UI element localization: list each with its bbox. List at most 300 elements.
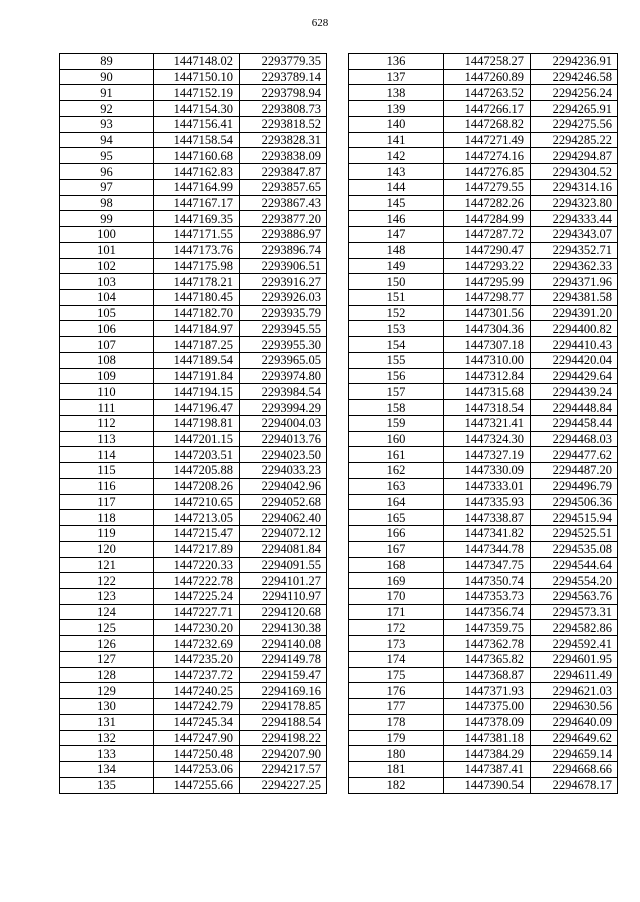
table-row	[349, 463, 618, 479]
table-row	[60, 368, 327, 384]
table-row	[349, 195, 618, 211]
x-coordinate-cell: 1447301.56	[444, 305, 531, 321]
point-number-cell: 100	[60, 227, 154, 243]
y-coordinate-cell: 2294188.54	[240, 714, 327, 730]
x-coordinate-cell: 1447255.66	[154, 777, 240, 793]
y-coordinate-cell: 2293838.09	[240, 148, 327, 164]
y-coordinate-cell: 2293906.51	[240, 258, 327, 274]
y-coordinate-cell: 2294352.71	[531, 242, 618, 258]
y-coordinate-cell: 2294429.64	[531, 368, 618, 384]
y-coordinate-cell: 2293926.03	[240, 290, 327, 306]
y-coordinate-cell: 2294314.16	[531, 179, 618, 195]
y-coordinate-cell: 2294033.23	[240, 463, 327, 479]
x-coordinate-cell: 1447350.74	[444, 573, 531, 589]
x-coordinate-cell: 1447227.71	[154, 604, 240, 620]
table-row	[349, 573, 618, 589]
table-row	[349, 132, 618, 148]
y-coordinate-cell: 2293828.31	[240, 132, 327, 148]
x-coordinate-cell: 1447189.54	[154, 352, 240, 368]
x-coordinate-cell: 1447304.36	[444, 321, 531, 337]
x-coordinate-cell: 1447338.87	[444, 510, 531, 526]
x-coordinate-cell: 1447312.84	[444, 368, 531, 384]
point-number-cell: 141	[349, 132, 444, 148]
point-number-cell: 174	[349, 651, 444, 667]
x-coordinate-cell: 1447237.72	[154, 667, 240, 683]
point-number-cell: 126	[60, 636, 154, 652]
y-coordinate-cell: 2294410.43	[531, 337, 618, 353]
table-row	[349, 337, 618, 353]
table-row	[60, 777, 327, 793]
x-coordinate-cell: 1447384.29	[444, 746, 531, 762]
table-row	[349, 667, 618, 683]
y-coordinate-cell: 2293847.87	[240, 164, 327, 180]
table-row	[60, 337, 327, 353]
x-coordinate-cell: 1447191.84	[154, 368, 240, 384]
table-row	[60, 290, 327, 306]
x-coordinate-cell: 1447152.19	[154, 85, 240, 101]
table-row	[60, 557, 327, 573]
table-row	[60, 651, 327, 667]
x-coordinate-cell: 1447274.16	[444, 148, 531, 164]
x-coordinate-cell: 1447356.74	[444, 604, 531, 620]
x-coordinate-cell: 1447247.90	[154, 730, 240, 746]
y-coordinate-cell: 2294052.68	[240, 494, 327, 510]
point-number-cell: 128	[60, 667, 154, 683]
table-row	[60, 730, 327, 746]
y-coordinate-cell: 2294101.27	[240, 573, 327, 589]
table-row	[349, 651, 618, 667]
point-number-cell: 148	[349, 242, 444, 258]
y-coordinate-cell: 2294525.51	[531, 526, 618, 542]
table-row	[349, 415, 618, 431]
point-number-cell: 106	[60, 321, 154, 337]
x-coordinate-cell: 1447235.20	[154, 651, 240, 667]
point-number-cell: 119	[60, 526, 154, 542]
y-coordinate-cell: 2294023.50	[240, 447, 327, 463]
table-row	[349, 305, 618, 321]
table-row	[60, 85, 327, 101]
point-number-cell: 161	[349, 447, 444, 463]
y-coordinate-cell: 2294169.16	[240, 683, 327, 699]
x-coordinate-cell: 1447232.69	[154, 636, 240, 652]
page-number: 628	[311, 17, 329, 29]
x-coordinate-cell: 1447184.97	[154, 321, 240, 337]
point-number-cell: 157	[349, 384, 444, 400]
y-coordinate-cell: 2294042.96	[240, 478, 327, 494]
point-number-cell: 125	[60, 620, 154, 636]
point-number-cell: 94	[60, 132, 154, 148]
point-number-cell: 102	[60, 258, 154, 274]
point-number-cell: 178	[349, 714, 444, 730]
table-row	[349, 368, 618, 384]
point-number-cell: 166	[349, 526, 444, 542]
point-number-cell: 167	[349, 541, 444, 557]
y-coordinate-cell: 2294582.86	[531, 620, 618, 636]
table-row	[349, 541, 618, 557]
point-number-cell: 173	[349, 636, 444, 652]
table-row	[60, 573, 327, 589]
point-number-cell: 110	[60, 384, 154, 400]
y-coordinate-cell: 2294120.68	[240, 604, 327, 620]
x-coordinate-cell: 1447327.19	[444, 447, 531, 463]
table-row	[60, 699, 327, 715]
point-number-cell: 172	[349, 620, 444, 636]
point-number-cell: 129	[60, 683, 154, 699]
y-coordinate-cell: 2294487.20	[531, 463, 618, 479]
x-coordinate-cell: 1447180.45	[154, 290, 240, 306]
table-row	[60, 683, 327, 699]
y-coordinate-cell: 2294400.82	[531, 321, 618, 337]
point-number-cell: 175	[349, 667, 444, 683]
point-number-cell: 147	[349, 227, 444, 243]
point-number-cell: 163	[349, 478, 444, 494]
table-row	[60, 636, 327, 652]
point-number-cell: 107	[60, 337, 154, 353]
point-number-cell: 97	[60, 179, 154, 195]
y-coordinate-cell: 2293994.29	[240, 400, 327, 416]
point-number-cell: 95	[60, 148, 154, 164]
x-coordinate-cell: 1447156.41	[154, 116, 240, 132]
y-coordinate-cell: 2294640.09	[531, 714, 618, 730]
table-row	[349, 557, 618, 573]
x-coordinate-cell: 1447365.82	[444, 651, 531, 667]
table-row	[349, 258, 618, 274]
y-coordinate-cell: 2294592.41	[531, 636, 618, 652]
point-number-cell: 93	[60, 116, 154, 132]
point-number-cell: 180	[349, 746, 444, 762]
y-coordinate-cell: 2294217.57	[240, 762, 327, 778]
point-number-cell: 159	[349, 415, 444, 431]
table-row	[60, 762, 327, 778]
coordinates-table-right	[348, 53, 618, 794]
x-coordinate-cell: 1447196.47	[154, 400, 240, 416]
x-coordinate-cell: 1447347.75	[444, 557, 531, 573]
x-coordinate-cell: 1447164.99	[154, 179, 240, 195]
y-coordinate-cell: 2293798.94	[240, 85, 327, 101]
x-coordinate-cell: 1447198.81	[154, 415, 240, 431]
point-number-cell: 108	[60, 352, 154, 368]
point-number-cell: 117	[60, 494, 154, 510]
point-number-cell: 89	[60, 54, 154, 70]
table-row	[60, 305, 327, 321]
table-row	[349, 683, 618, 699]
x-coordinate-cell: 1447173.76	[154, 242, 240, 258]
point-number-cell: 111	[60, 400, 154, 416]
point-number-cell: 91	[60, 85, 154, 101]
table-row	[60, 164, 327, 180]
table-row	[349, 762, 618, 778]
point-number-cell: 143	[349, 164, 444, 180]
y-coordinate-cell: 2293965.05	[240, 352, 327, 368]
table-row	[349, 777, 618, 793]
x-coordinate-cell: 1447390.54	[444, 777, 531, 793]
point-number-cell: 132	[60, 730, 154, 746]
y-coordinate-cell: 2294678.17	[531, 777, 618, 793]
table-row	[349, 227, 618, 243]
point-number-cell: 113	[60, 431, 154, 447]
x-coordinate-cell: 1447321.41	[444, 415, 531, 431]
x-coordinate-cell: 1447178.21	[154, 274, 240, 290]
table-row	[349, 431, 618, 447]
x-coordinate-cell: 1447375.00	[444, 699, 531, 715]
table-row	[60, 242, 327, 258]
x-coordinate-cell: 1447295.99	[444, 274, 531, 290]
x-coordinate-cell: 1447182.70	[154, 305, 240, 321]
y-coordinate-cell: 2294535.08	[531, 541, 618, 557]
x-coordinate-cell: 1447284.99	[444, 211, 531, 227]
x-coordinate-cell: 1447362.78	[444, 636, 531, 652]
point-number-cell: 181	[349, 762, 444, 778]
x-coordinate-cell: 1447154.30	[154, 101, 240, 117]
point-number-cell: 134	[60, 762, 154, 778]
y-coordinate-cell: 2293808.73	[240, 101, 327, 117]
x-coordinate-cell: 1447222.78	[154, 573, 240, 589]
y-coordinate-cell: 2294420.04	[531, 352, 618, 368]
y-coordinate-cell: 2294178.85	[240, 699, 327, 715]
table-row	[349, 148, 618, 164]
table-row	[60, 620, 327, 636]
y-coordinate-cell: 2294659.14	[531, 746, 618, 762]
y-coordinate-cell: 2293974.80	[240, 368, 327, 384]
point-number-cell: 169	[349, 573, 444, 589]
y-coordinate-cell: 2294323.80	[531, 195, 618, 211]
x-coordinate-cell: 1447208.26	[154, 478, 240, 494]
x-coordinate-cell: 1447242.79	[154, 699, 240, 715]
x-coordinate-cell: 1447371.93	[444, 683, 531, 699]
point-number-cell: 162	[349, 463, 444, 479]
x-coordinate-cell: 1447148.02	[154, 54, 240, 70]
table-row	[60, 478, 327, 494]
point-number-cell: 154	[349, 337, 444, 353]
y-coordinate-cell: 2294198.22	[240, 730, 327, 746]
y-coordinate-cell: 2294275.56	[531, 116, 618, 132]
table-row	[349, 290, 618, 306]
x-coordinate-cell: 1447260.89	[444, 69, 531, 85]
table-row	[60, 463, 327, 479]
table-row	[60, 431, 327, 447]
x-coordinate-cell: 1447162.83	[154, 164, 240, 180]
y-coordinate-cell: 2293935.79	[240, 305, 327, 321]
table-row	[349, 730, 618, 746]
x-coordinate-cell: 1447318.54	[444, 400, 531, 416]
point-number-cell: 103	[60, 274, 154, 290]
table-row	[60, 494, 327, 510]
x-coordinate-cell: 1447240.25	[154, 683, 240, 699]
point-number-cell: 179	[349, 730, 444, 746]
x-coordinate-cell: 1447150.10	[154, 69, 240, 85]
point-number-cell: 121	[60, 557, 154, 573]
y-coordinate-cell: 2294246.58	[531, 69, 618, 85]
x-coordinate-cell: 1447276.85	[444, 164, 531, 180]
table-row	[60, 132, 327, 148]
table-row	[60, 510, 327, 526]
y-coordinate-cell: 2294285.22	[531, 132, 618, 148]
x-coordinate-cell: 1447250.48	[154, 746, 240, 762]
x-coordinate-cell: 1447341.82	[444, 526, 531, 542]
x-coordinate-cell: 1447175.98	[154, 258, 240, 274]
point-number-cell: 133	[60, 746, 154, 762]
y-coordinate-cell: 2294207.90	[240, 746, 327, 762]
table-row	[60, 227, 327, 243]
table-row	[60, 352, 327, 368]
y-coordinate-cell: 2293896.74	[240, 242, 327, 258]
point-number-cell: 122	[60, 573, 154, 589]
table-row	[60, 69, 327, 85]
y-coordinate-cell: 2293789.14	[240, 69, 327, 85]
y-coordinate-cell: 2294304.52	[531, 164, 618, 180]
point-number-cell: 140	[349, 116, 444, 132]
y-coordinate-cell: 2294004.03	[240, 415, 327, 431]
y-coordinate-cell: 2294391.20	[531, 305, 618, 321]
table-row	[349, 447, 618, 463]
x-coordinate-cell: 1447307.18	[444, 337, 531, 353]
x-coordinate-cell: 1447217.89	[154, 541, 240, 557]
point-number-cell: 149	[349, 258, 444, 274]
point-number-cell: 90	[60, 69, 154, 85]
x-coordinate-cell: 1447205.88	[154, 463, 240, 479]
x-coordinate-cell: 1447171.55	[154, 227, 240, 243]
table-row	[349, 746, 618, 762]
point-number-cell: 177	[349, 699, 444, 715]
y-coordinate-cell: 2294091.55	[240, 557, 327, 573]
y-coordinate-cell: 2294506.36	[531, 494, 618, 510]
x-coordinate-cell: 1447266.17	[444, 101, 531, 117]
y-coordinate-cell: 2294362.33	[531, 258, 618, 274]
table-row	[349, 321, 618, 337]
y-coordinate-cell: 2294458.44	[531, 415, 618, 431]
point-number-cell: 92	[60, 101, 154, 117]
y-coordinate-cell: 2294159.47	[240, 667, 327, 683]
table-row	[60, 258, 327, 274]
table-row	[349, 164, 618, 180]
table-row	[60, 714, 327, 730]
point-number-cell: 96	[60, 164, 154, 180]
x-coordinate-cell: 1447344.78	[444, 541, 531, 557]
table-row	[349, 274, 618, 290]
point-number-cell: 127	[60, 651, 154, 667]
y-coordinate-cell: 2294621.03	[531, 683, 618, 699]
y-coordinate-cell: 2293779.35	[240, 54, 327, 70]
x-coordinate-cell: 1447287.72	[444, 227, 531, 243]
y-coordinate-cell: 2294544.64	[531, 557, 618, 573]
point-number-cell: 116	[60, 478, 154, 494]
y-coordinate-cell: 2294371.96	[531, 274, 618, 290]
x-coordinate-cell: 1447279.55	[444, 179, 531, 195]
table-row	[349, 588, 618, 604]
x-coordinate-cell: 1447220.33	[154, 557, 240, 573]
y-coordinate-cell: 2294554.20	[531, 573, 618, 589]
table-row	[60, 274, 327, 290]
x-coordinate-cell: 1447187.25	[154, 337, 240, 353]
y-coordinate-cell: 2294265.91	[531, 101, 618, 117]
table-row	[349, 510, 618, 526]
point-number-cell: 137	[349, 69, 444, 85]
x-coordinate-cell: 1447201.15	[154, 431, 240, 447]
x-coordinate-cell: 1447210.65	[154, 494, 240, 510]
x-coordinate-cell: 1447324.30	[444, 431, 531, 447]
table-row	[60, 447, 327, 463]
y-coordinate-cell: 2294227.25	[240, 777, 327, 793]
y-coordinate-cell: 2294630.56	[531, 699, 618, 715]
y-coordinate-cell: 2293877.20	[240, 211, 327, 227]
y-coordinate-cell: 2294081.84	[240, 541, 327, 557]
x-coordinate-cell: 1447310.00	[444, 352, 531, 368]
y-coordinate-cell: 2294468.03	[531, 431, 618, 447]
table-row	[349, 620, 618, 636]
x-coordinate-cell: 1447271.49	[444, 132, 531, 148]
y-coordinate-cell: 2293867.43	[240, 195, 327, 211]
table-row	[349, 85, 618, 101]
table-row	[349, 116, 618, 132]
table-row	[349, 384, 618, 400]
y-coordinate-cell: 2293984.54	[240, 384, 327, 400]
x-coordinate-cell: 1447203.51	[154, 447, 240, 463]
table-row	[60, 400, 327, 416]
x-coordinate-cell: 1447368.87	[444, 667, 531, 683]
point-number-cell: 170	[349, 588, 444, 604]
table-row	[349, 101, 618, 117]
x-coordinate-cell: 1447230.20	[154, 620, 240, 636]
y-coordinate-cell: 2294439.24	[531, 384, 618, 400]
table-row	[60, 746, 327, 762]
x-coordinate-cell: 1447268.82	[444, 116, 531, 132]
point-number-cell: 176	[349, 683, 444, 699]
y-coordinate-cell: 2294343.07	[531, 227, 618, 243]
y-coordinate-cell: 2294072.12	[240, 526, 327, 542]
x-coordinate-cell: 1447315.68	[444, 384, 531, 400]
table-row	[349, 69, 618, 85]
x-coordinate-cell: 1447194.15	[154, 384, 240, 400]
table-row	[349, 699, 618, 715]
x-coordinate-cell: 1447290.47	[444, 242, 531, 258]
point-number-cell: 131	[60, 714, 154, 730]
table-row	[60, 148, 327, 164]
table-row	[60, 588, 327, 604]
table-row	[349, 400, 618, 416]
table-row	[349, 478, 618, 494]
x-coordinate-cell: 1447158.54	[154, 132, 240, 148]
y-coordinate-cell: 2293955.30	[240, 337, 327, 353]
point-number-cell: 144	[349, 179, 444, 195]
x-coordinate-cell: 1447215.47	[154, 526, 240, 542]
point-number-cell: 145	[349, 195, 444, 211]
point-number-cell: 150	[349, 274, 444, 290]
point-number-cell: 98	[60, 195, 154, 211]
x-coordinate-cell: 1447169.35	[154, 211, 240, 227]
point-number-cell: 123	[60, 588, 154, 604]
point-number-cell: 165	[349, 510, 444, 526]
x-coordinate-cell: 1447167.17	[154, 195, 240, 211]
table-row	[349, 242, 618, 258]
x-coordinate-cell: 1447330.09	[444, 463, 531, 479]
x-coordinate-cell: 1447333.01	[444, 478, 531, 494]
y-coordinate-cell: 2294496.79	[531, 478, 618, 494]
table-row	[60, 667, 327, 683]
x-coordinate-cell: 1447298.77	[444, 290, 531, 306]
y-coordinate-cell: 2294062.40	[240, 510, 327, 526]
y-coordinate-cell: 2294611.49	[531, 667, 618, 683]
y-coordinate-cell: 2294381.58	[531, 290, 618, 306]
point-number-cell: 105	[60, 305, 154, 321]
y-coordinate-cell: 2294110.97	[240, 588, 327, 604]
table-row	[60, 541, 327, 557]
table-row	[349, 636, 618, 652]
table-row	[60, 101, 327, 117]
point-number-cell: 115	[60, 463, 154, 479]
y-coordinate-cell: 2293818.52	[240, 116, 327, 132]
y-coordinate-cell: 2294236.91	[531, 54, 618, 70]
point-number-cell: 182	[349, 777, 444, 793]
